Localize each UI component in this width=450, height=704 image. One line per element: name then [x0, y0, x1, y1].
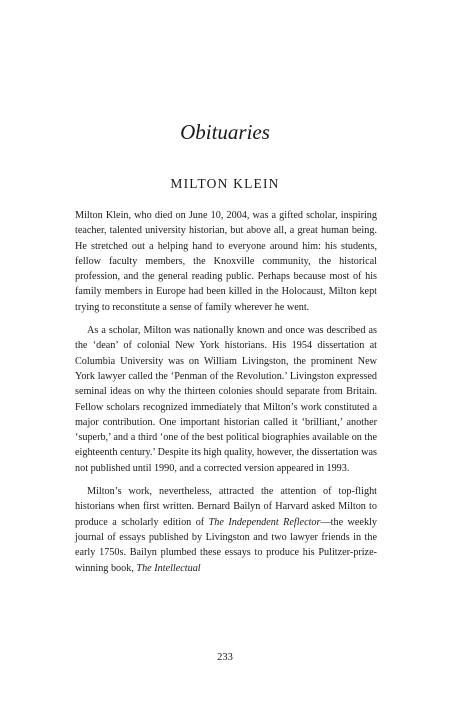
section-title: Obituaries: [180, 120, 270, 144]
article-body: [75, 208, 377, 584]
paragraph-3-text-b: —the weekly journal of essays published by Livingston and two lawyer friends in the early 1750s. Bailyn plumbed these essays to produce his Pulitzer-prize-winning book,: [75, 516, 377, 574]
paragraph-2: As a scholar, Milton was nationally known and once was described as the ‘dean’ of colonial New York historians. His 1954 dissertation at Columbia University was on William Livingston, the prominent New York lawyer called the ‘Penman of the Revolution.’ Livingston expressed seminal ideas on why the thirteen colonies should separate from Britain. Fellow scholars recognized immediately that Milton’s work constituted a major contribution. One important historian called it ‘brilliant,’ another ‘superb,’ and a third ‘one of the best political biographies available on the eighteenth century.’ Despite its high quality, however, the dissertation was not published until 1990, and a corrected version appeared in 1993.: [75, 325, 377, 474]
article-title: MILTON KLEIN: [170, 176, 280, 191]
book-title-independent-reflector: The Independent Reflector: [208, 516, 321, 528]
paragraph-3: [75, 484, 377, 576]
paragraph-3-text-a: Milton’s work, nevertheless, attracted the attention of top-flight historians when first written. Bernard Bailyn of Harvard asked Milton to produce a scholarly edition of: [75, 486, 377, 528]
paragraph-1: Milton Klein, who died on June 10, 2004, was a gifted scholar, inspiring teacher, talented university historian, but above all, a great human being. He stretched out a helping hand to everyone around him: his students, fellow faculty members, the Knoxville community, the historical profession, and the general reading public. Perhaps because most of his family members in Europe had been killed in the Holocaust, Milton kept trying to reconstitute a sense of family wherever he went.: [75, 210, 377, 313]
page-number: 233: [217, 652, 233, 663]
book-title-intellectual: The Intellectual: [136, 562, 201, 574]
